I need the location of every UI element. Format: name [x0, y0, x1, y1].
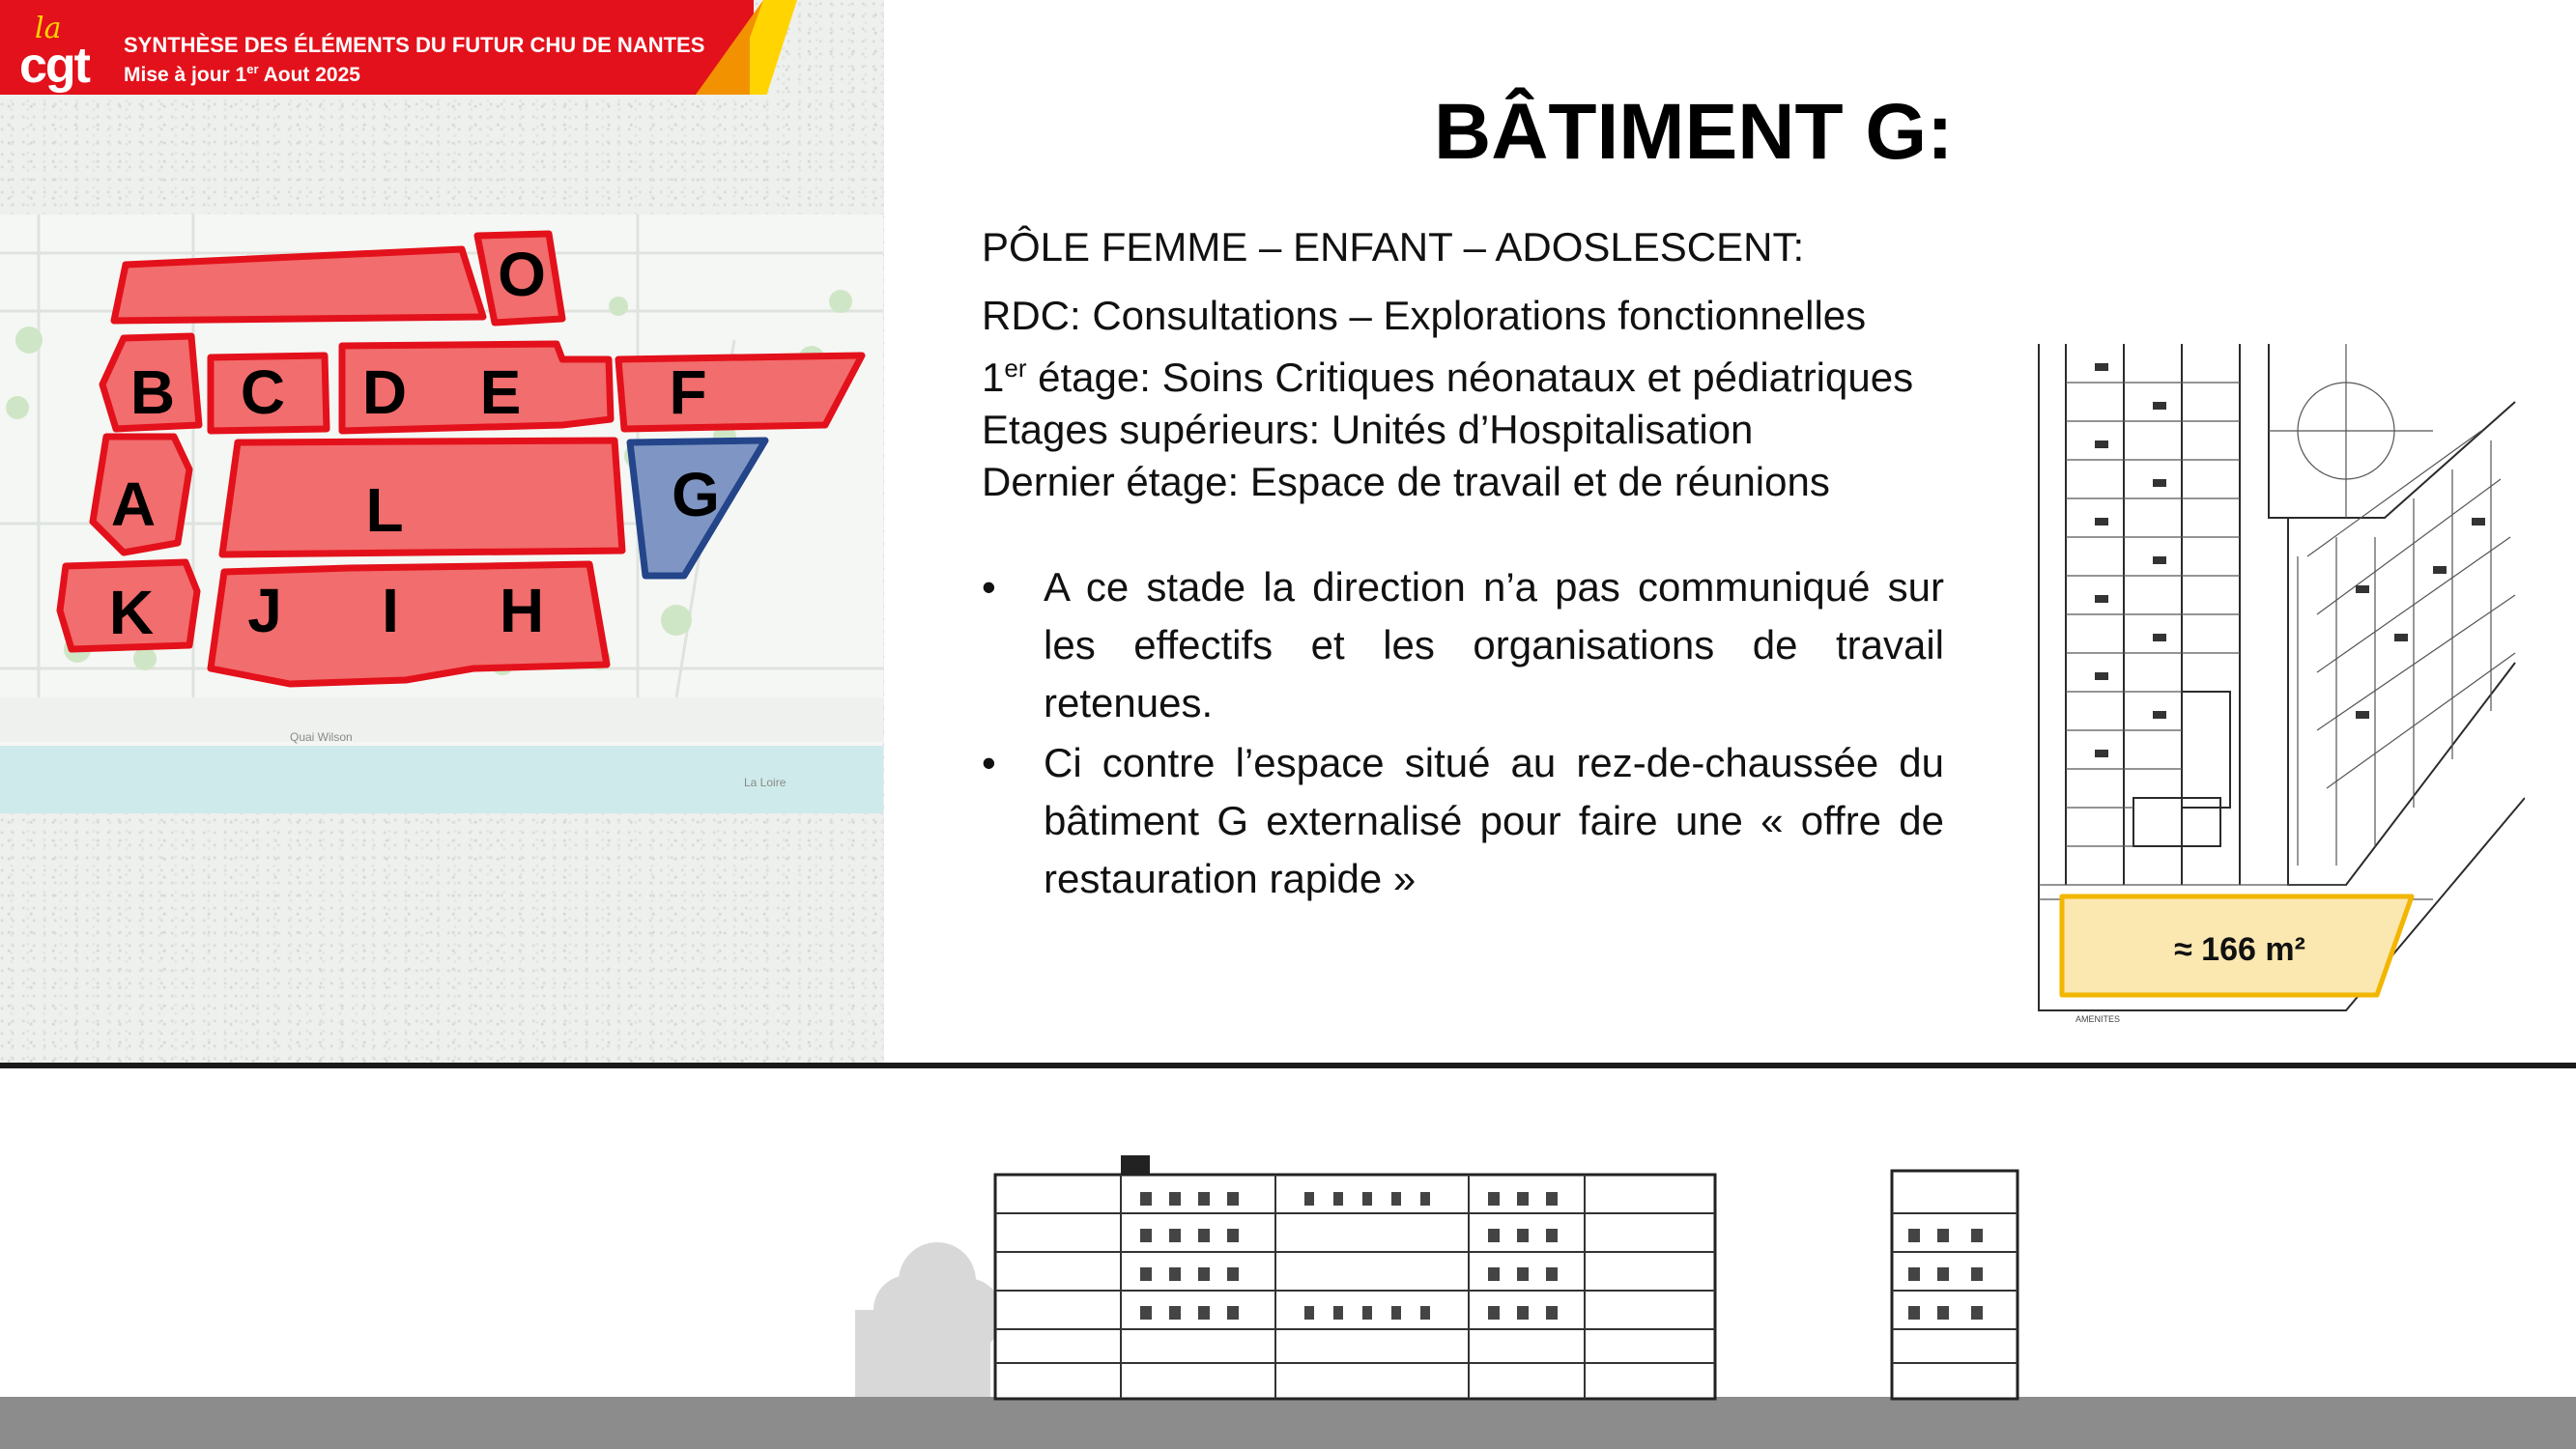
logo-cgt-text: cgt — [19, 38, 89, 94]
floor-first-prefix: 1 — [982, 355, 1005, 400]
area-label: ≈ 166 m² — [2174, 931, 2305, 968]
building-label-I: I — [382, 576, 399, 645]
floor-first-suffix: étage: Soins Critiques néonataux et pédiatriques — [1026, 355, 1914, 400]
bullet-item — [982, 558, 1944, 732]
building-label-K: K — [108, 578, 155, 647]
building-shape-L — [222, 440, 622, 554]
building-label-E: E — [479, 357, 522, 427]
building-label-L: L — [365, 475, 404, 545]
page-title: BÂTIMENT G: — [1434, 88, 1954, 176]
building-shape-top-strip — [114, 249, 483, 321]
building-cross-section — [0, 1068, 2576, 1449]
floor-first — [982, 342, 1913, 404]
bullet-icon: • — [982, 564, 996, 610]
bullet-text: A ce stade la direction n’a pas communiqué sur les effectifs et les organisations de travail retenues. — [1044, 564, 1944, 725]
building-label-G: G — [672, 460, 720, 529]
ground-band — [0, 1397, 2576, 1449]
header-subtitle-prefix: Mise à jour 1 — [124, 64, 247, 86]
floor-plan — [2027, 344, 2525, 1059]
pole-heading: PÔLE FEMME – ENFANT – ADOSLESCENT: — [982, 224, 1805, 270]
bullet-item — [982, 734, 1944, 908]
floor-first-sup: er — [1004, 354, 1027, 383]
bullet-icon: • — [982, 740, 996, 785]
building-label-F: F — [669, 357, 707, 427]
building-label-D: D — [361, 357, 408, 427]
river-label: La Loire — [744, 776, 787, 789]
building-label-H: H — [499, 576, 545, 645]
floors-list — [982, 290, 1913, 508]
plan-street-label: AMENITES — [2075, 1014, 2121, 1024]
building-label-O: O — [498, 240, 546, 309]
building-label-B: B — [129, 357, 176, 427]
header-subtitle-suffix: Aout 2025 — [258, 64, 360, 86]
site-map — [0, 214, 883, 813]
bullet-list — [982, 558, 1944, 910]
floor-upper: Etages supérieurs: Unités d’Hospitalisation — [982, 407, 1754, 452]
header-subtitle — [124, 62, 360, 87]
building-label-C: C — [240, 357, 286, 427]
header-title: SYNTHÈSE DES ÉLÉMENTS DU FUTUR CHU DE NANTES — [124, 33, 705, 57]
bullet-text: Ci contre l’espace situé au rez-de-chaussée du bâtiment G externalisé pour faire une « offre de restauration rapide » — [1044, 740, 1944, 901]
floor-last: Dernier étage: Espace de travail et de réunions — [982, 459, 1830, 504]
cgt-logo — [14, 10, 110, 94]
tree-silhouette — [855, 1242, 1003, 1397]
header-subtitle-sup: er — [246, 62, 259, 76]
floor-rdc: RDC: Consultations – Explorations fonctionnelles — [982, 293, 1867, 338]
building-label-A: A — [110, 469, 157, 539]
building-shape-F — [618, 355, 862, 429]
logo-la-text: la — [35, 12, 62, 45]
street-label: Quai Wilson — [290, 730, 353, 744]
building-label-J: J — [247, 576, 282, 645]
